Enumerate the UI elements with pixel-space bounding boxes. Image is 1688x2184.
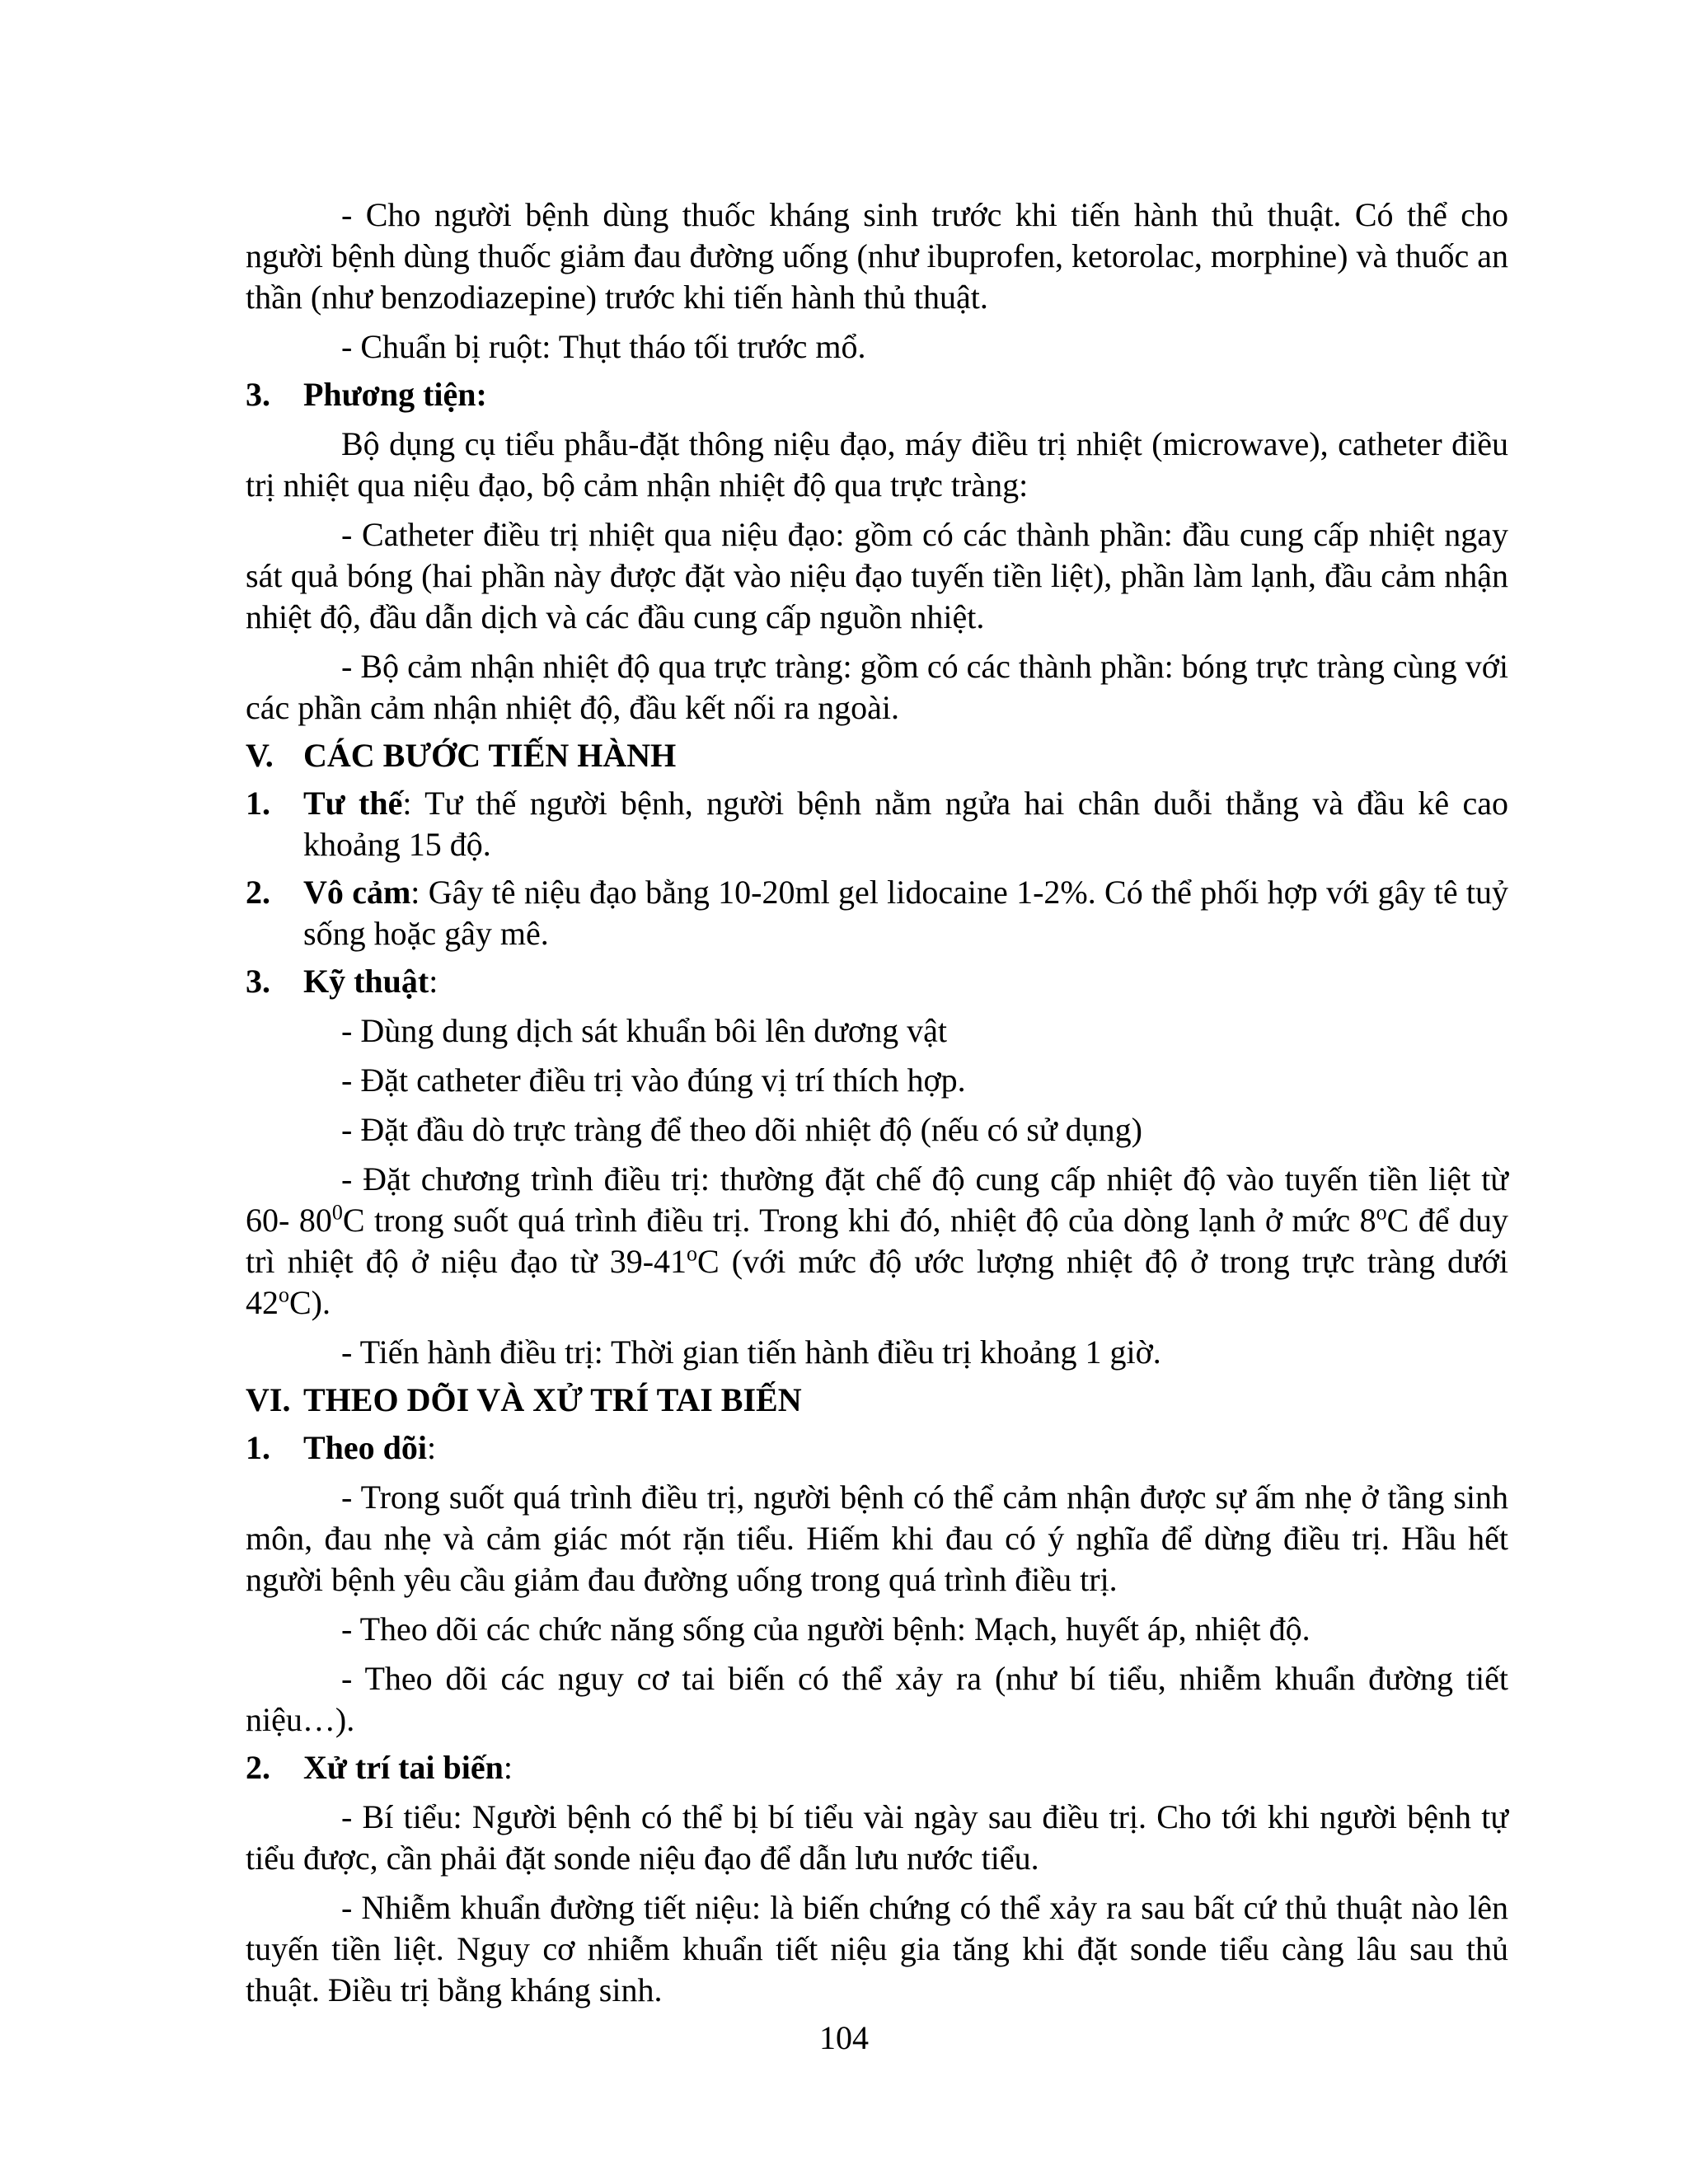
item-body	[303, 961, 1508, 1002]
item-anesthesia	[246, 872, 1508, 954]
paragraph-urinary-retention: - Bí tiểu: Người bệnh có thể bị bí tiểu vài ngày sau điều trị. Cho tới khi người bệnh tự tiểu được, cần phải đặt sonde niệu đạo để dẫn lưu nước tiểu.	[246, 1798, 1508, 1877]
paragraph-rectal-probe: - Đặt đầu dò trực tràng để theo dõi nhiệt độ (nếu có sử dụng)	[341, 1111, 1142, 1148]
text-segment: C).	[289, 1284, 331, 1321]
item-label: Theo dõi	[303, 1429, 428, 1466]
item-technique	[246, 961, 1508, 1002]
page-number: 104	[819, 2019, 869, 2056]
heading-number: VI.	[246, 1381, 291, 1418]
item-text: : Gây tê niệu đạo bằng 10-20ml gel lidocaine 1-2%. Có thể phối hợp với gây tê tuỷ sống hoặc gây mê.	[303, 874, 1508, 952]
item-label: Tư thế	[303, 785, 403, 822]
item-text: :	[503, 1749, 513, 1786]
heading-equipment	[246, 374, 1508, 415]
item-monitoring	[246, 1427, 1508, 1469]
paragraph-treatment-time: - Tiến hành điều trị: Thời gian tiến hành điều trị khoảng 1 giờ.	[341, 1333, 1161, 1371]
paragraph-complication-risk: - Theo dõi các nguy cơ tai biến có thể xảy ra (như bí tiểu, nhiễm khuẩn đường tiết niệu…).	[246, 1660, 1508, 1738]
item-label: Xử trí tai biến	[303, 1749, 504, 1786]
heading-title: THEO DÕI VÀ XỬ TRÍ TAI BIẾN	[303, 1381, 802, 1418]
item-number: 1.	[246, 785, 270, 822]
paragraph-catheter: - Catheter điều trị nhiệt qua niệu đạo: gồm có các thành phần: đầu cung cấp nhiệt ngay sát quả bóng (hai phần này được đặt vào niệu đạo tuyến tiền liệt), phần làm lạnh, đầu cảm nhận nhiệt độ, đầu dẫn dịch và các đầu cung cấp nguồn nhiệt.	[246, 516, 1508, 635]
item-number: 2.	[246, 1749, 270, 1786]
item-text: : Tư thế người bệnh, người bệnh nằm ngửa hai chân duỗi thẳng và đầu kê cao khoảng 15 độ.	[303, 785, 1508, 863]
paragraph-bowel-prep: - Chuẩn bị ruột: Thụt tháo tối trước mổ.	[341, 328, 866, 365]
heading-title: CÁC BƯỚC TIẾN HÀNH	[303, 737, 677, 774]
item-number: 3.	[246, 963, 270, 1000]
heading-section-vi	[246, 1380, 1508, 1421]
item-text: :	[427, 1429, 437, 1466]
item-body	[303, 783, 1508, 865]
paragraph-rectal-sensor: - Bộ cảm nhận nhiệt độ qua trực tràng: gồm có các thành phần: bóng trực tràng cùng với các phần cảm nhận nhiệt độ, đầu kết nối ra ngoài.	[246, 648, 1508, 726]
paragraph-urinary-infection: - Nhiễm khuẩn đường tiết niệu: là biến chứng có thể xảy ra sau bất cứ thủ thuật nào lên tuyến tiền liệt. Nguy cơ nhiễm khuẩn tiết niệu gia tăng khi đặt sonde tiểu càng lâu sau thủ thuật. Điều trị bằng kháng sinh.	[246, 1889, 1508, 2008]
item-position	[246, 783, 1508, 865]
text-segment: C để duy trì nhiệt độ ở niệu đạo từ 39-41	[246, 1202, 1508, 1280]
paragraph-equipment-list: Bộ dụng cụ tiểu phẫu-đặt thông niệu đạo, máy điều trị nhiệt (microwave), catheter điều trị nhiệt qua niệu đạo, bộ cảm nhận nhiệt độ qua trực tràng:	[246, 425, 1508, 504]
item-body	[303, 1747, 1508, 1788]
heading-number: 3.	[246, 376, 270, 413]
superscript: o	[1376, 1200, 1387, 1225]
text-segment: C trong suốt quá trình điều trị. Trong khi đó, nhiệt độ của dòng lạnh ở mức 8	[342, 1202, 1376, 1239]
item-label: Vô cảm	[303, 874, 411, 911]
document-page	[246, 194, 1508, 2011]
paragraph-antibiotics: - Cho người bệnh dùng thuốc kháng sinh trước khi tiến hành thủ thuật. Có thể cho người bệnh dùng thuốc giảm đau đường uống (như ibuprofen, ketorolac, morphine) và thuốc an thần (như benzodiazepine) trước khi tiến hành thủ thuật.	[246, 196, 1508, 316]
text-segment: C (với mức độ ước lượng nhiệt độ ở trong trực tràng dưới 42	[246, 1243, 1508, 1321]
paragraph-program-settings	[246, 1159, 1508, 1324]
item-body	[303, 872, 1508, 954]
heading-section-v	[246, 735, 1508, 776]
superscript: o	[279, 1282, 289, 1307]
superscript: 0	[331, 1200, 343, 1225]
item-number: 1.	[246, 1429, 270, 1466]
item-number: 2.	[246, 874, 270, 911]
item-body	[303, 1427, 1508, 1469]
superscript: o	[687, 1241, 698, 1266]
text-segment: - Đặt chương trình điều trị: thường đặt chế độ cung cấp nhiệt độ vào tuyến tiền liệt từ 60- 80	[246, 1160, 1508, 1239]
item-text: :	[429, 963, 438, 1000]
paragraph-vital-signs: - Theo dõi các chức năng sống của người bệnh: Mạch, huyết áp, nhiệt độ.	[341, 1610, 1311, 1647]
paragraph-place-catheter: - Đặt catheter điều trị vào đúng vị trí thích hợp.	[341, 1062, 966, 1099]
paragraph-antiseptic: - Dùng dung dịch sát khuẩn bôi lên dương vật	[341, 1012, 947, 1049]
item-label: Kỹ thuật	[303, 963, 429, 1000]
item-complication-handling	[246, 1747, 1508, 1788]
heading-title: Phương tiện:	[303, 376, 487, 413]
paragraph-sensation: - Trong suốt quá trình điều trị, người bệnh có thể cảm nhận được sự ấm nhẹ ở tầng sinh môn, đau nhẹ và cảm giác mót rặn tiểu. Hiếm khi đau có ý nghĩa để dừng điều trị. Hầu hết người bệnh yêu cầu giảm đau đường uống trong quá trình điều trị.	[246, 1479, 1508, 1598]
heading-number: V.	[246, 737, 274, 774]
